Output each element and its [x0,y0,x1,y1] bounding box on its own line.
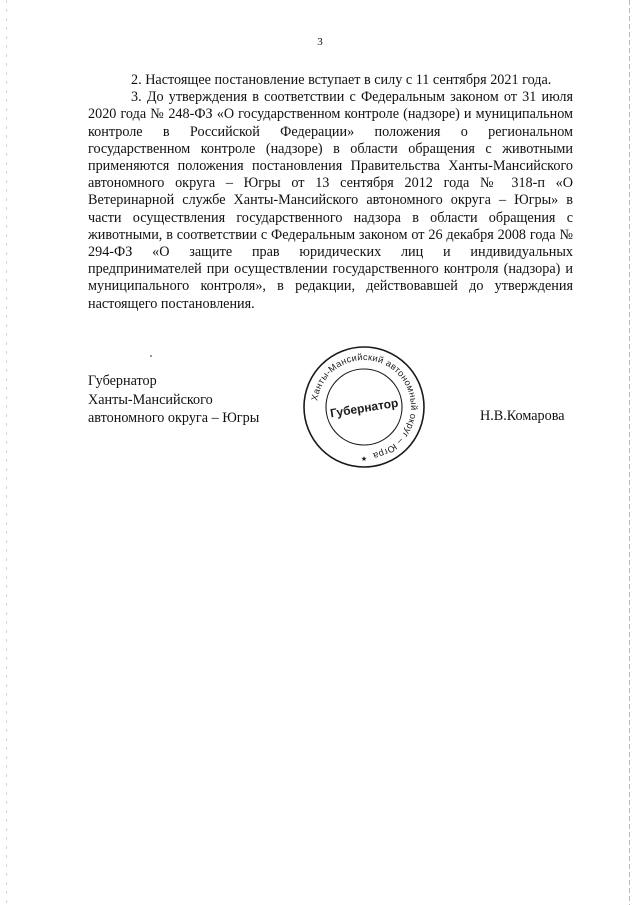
seal-star-icon: ★ [360,455,368,463]
signature-position [88,372,259,428]
official-seal-stamp [301,344,427,470]
signatory-name: Н.В.Комарова [480,408,565,424]
position-line-2: Ханты-Мансийского [88,391,213,408]
scan-edge-left [6,0,7,905]
position-line-3: автономного округа – Югры [88,410,260,426]
seal-center-text: Губернатор [329,395,400,421]
page-number: 3 [317,36,323,48]
paragraph-3: 3. До утверждения в соответствии с Федеральным законом от 31 июля 2020 года № 248-ФЗ «О государственном контроле (надзоре) и муниципальном контроле в Российской Федерации» положения о региональном государственном контроле (надзоре) в области обращения с животными применяются положения постановления Правительства Ханты-Мансийского автономного округа – Югры от 13 сентября 2012 года № 318-п «О Ветеринарной службе Ханты-Мансийского автономного округа – Югры» в части осуществления государственного надзора в области обращения с животными, в соответствии с Федеральным законом от 26 декабря 2008 года № 294-ФЗ «О защите прав юридических лиц и индивидуальных предпринимателей при осуществлении государственного контроля (надзора) и муниципального контроля», в редакции, действовавшей до утверждения настоящего постановления. [88,89,573,312]
paragraph-2: 2. Настоящее постановление вступает в силу с 11 сентября 2021 года. [131,72,552,88]
scan-speck [150,355,152,357]
seal-ring-text: Ханты-Мансийский автономный округ – Югра [309,351,420,462]
scan-edge-right [629,0,630,905]
position-line-1: Губернатор [88,373,157,389]
document-body [88,72,573,313]
